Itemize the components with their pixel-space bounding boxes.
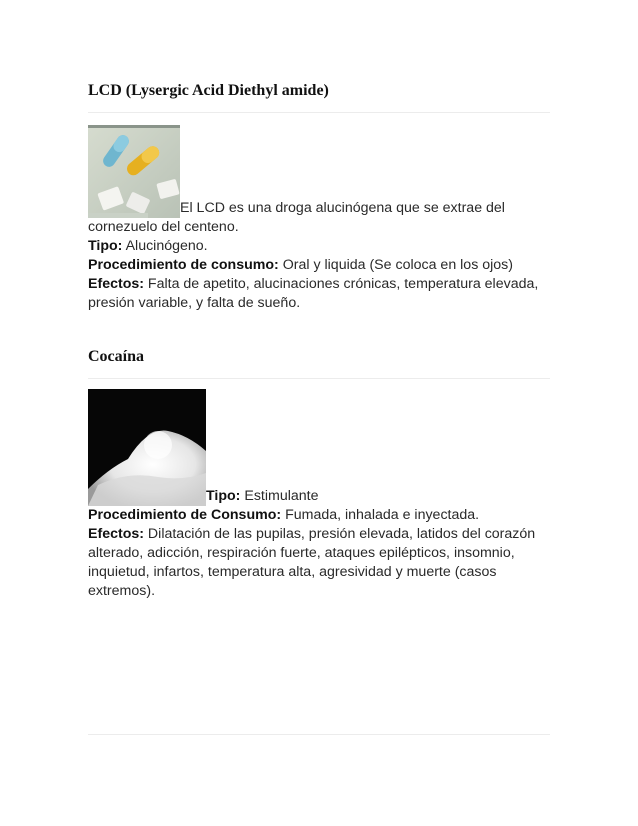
white-powder-photo <box>88 389 206 506</box>
cocaina-heading: Cocaína <box>88 348 550 379</box>
pills-photo-svg <box>88 125 180 218</box>
lcd-heading: LCD (Lysergic Acid Diethyl amide) <box>88 82 550 113</box>
lcd-tipo-label: Tipo: <box>88 238 123 254</box>
page-divider <box>88 734 550 735</box>
lcd-section <box>88 82 550 313</box>
cocaina-paragraph <box>88 389 550 601</box>
lcd-intro: El LCD es una droga alucinógena que se extrae del <box>180 200 505 216</box>
cocaina-section <box>88 348 550 601</box>
lcd-paragraph <box>88 125 550 313</box>
cocaina-tipo-value: Estimulante <box>240 488 319 504</box>
cocaina-proc-label: Procedimiento de Consumo: <box>88 507 282 523</box>
cocaina-efectos-value: Dilatación de las pupilas, presión elevada, latidos del corazón alterado, adicción, respiración fuerte, ataques epilépticos, insomnio, inquietud, infartos, temperatura alta, agresividad y muerte (casos extremos). <box>88 526 536 599</box>
lcd-efectos-value: Falta de apetito, alucinaciones crónicas, temperatura elevada, presión variable, y falta de sueño. <box>88 276 539 311</box>
cocaina-efectos-label: Efectos: <box>88 526 144 542</box>
lcd-proc-label: Procedimiento de consumo: <box>88 257 279 273</box>
lcd-proc-value: Oral y liquida (Se coloca en los ojos) <box>278 257 513 273</box>
white-powder-photo-svg <box>88 389 206 506</box>
lcd-intro-cont: cornezuelo del centeno. <box>88 219 239 235</box>
cocaina-proc-value: Fumada, inhalada e inyectada. <box>281 507 480 523</box>
cocaina-tipo-label: Tipo: <box>206 488 241 504</box>
pills-photo <box>88 125 180 218</box>
lcd-tipo-value: Alucinógeno. <box>122 238 208 254</box>
lcd-efectos-label: Efectos: <box>88 276 144 292</box>
